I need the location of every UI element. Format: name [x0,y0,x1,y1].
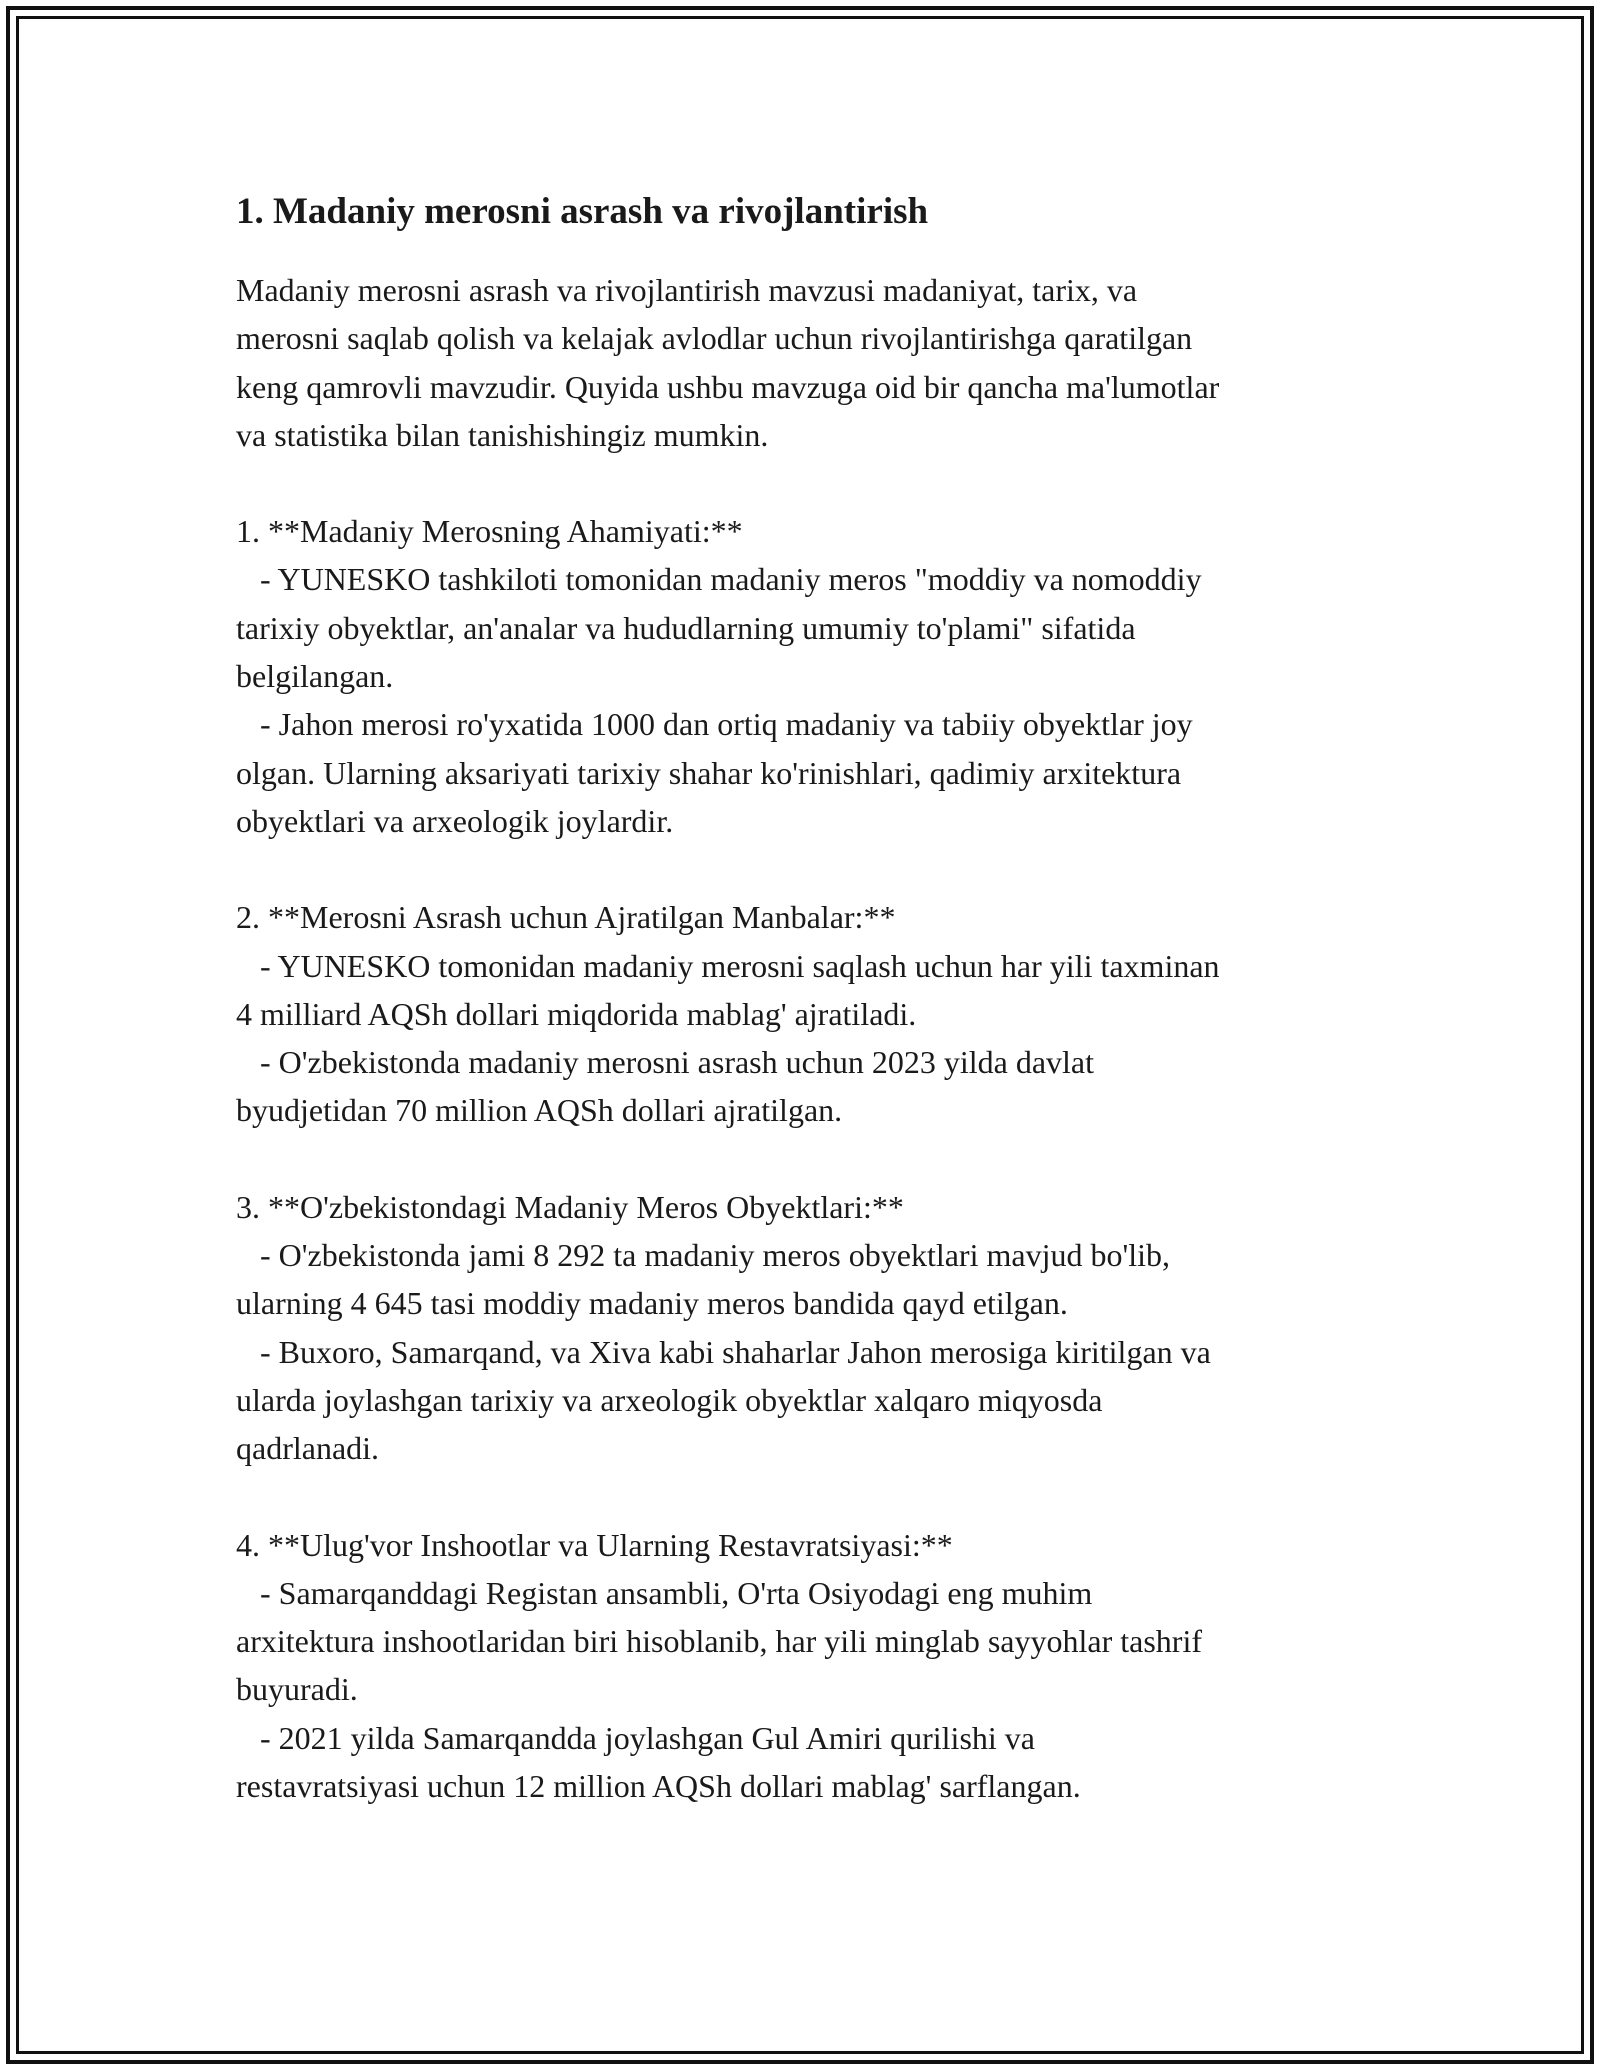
section-line: - O'zbekistonda madaniy merosni asrash uchun 2023 yilda davlat [236,1044,1094,1081]
intro-paragraph [236,266,1376,459]
section-line: obyektlari va arxeologik joylardir. [236,802,674,839]
section-line: ularda joylashgan tarixiy va arxeologik obyektlar xalqaro miqyosda [236,1381,1103,1418]
section-heritage-objects [236,1183,1376,1473]
section-heading: 1. **Madaniy Merosning Ahamiyati:** [236,513,743,550]
section-resources [236,893,1376,1134]
section-line: qadrlanadi. [236,1430,380,1467]
section-importance [236,507,1376,845]
section-heading: 4. **Ulug'vor Inshootlar va Ularning Restavratsiyasi:** [236,1526,953,1563]
section-line: 4 milliard AQSh dollari miqdorida mablag' ajratiladi. [236,995,917,1032]
intro-line: va statistika bilan tanishishingiz mumkin. [236,416,769,453]
section-line: olgan. Ularning aksariyati tarixiy shahar ko'rinishlari, qadimiy arxitektura [236,754,1182,791]
intro-line: merosni saqlab qolish va kelajak avlodlar uchun rivojlantirishga qaratilgan [236,320,1193,357]
section-heading: 2. **Merosni Asrash uchun Ajratilgan Manbalar:** [236,899,896,936]
section-line: - Jahon merosi ro'yxatida 1000 dan ortiq madaniy va tabiiy obyektlar joy [236,706,1193,743]
section-line: restavratsiyasi uchun 12 million AQSh dollari mablag' sarflangan. [236,1768,1081,1805]
document-body [236,188,1376,1810]
section-line: buyuradi. [236,1671,358,1708]
section-heading: 3. **O'zbekistondagi Madaniy Meros Obyektlari:** [236,1188,904,1225]
section-line: - YUNESKO tashkiloti tomonidan madaniy meros "moddiy va nomoddiy [236,561,1202,598]
section-line: arxitektura inshootlaridan biri hisoblanib, har yili minglab sayyohlar tashrif [236,1623,1202,1660]
intro-line: Madaniy merosni asrash va rivojlantirish mavzusi madaniyat, tarix, va [236,272,1138,308]
section-line: tarixiy obyektlar, an'analar va hududlarning umumiy to'plami" sifatida [236,609,1136,646]
section-line: byudjetidan 70 million AQSh dollari ajratilgan. [236,1092,843,1129]
section-line: - O'zbekistonda jami 8 292 ta madaniy meros obyektlari mavjud bo'lib, [236,1237,1170,1274]
section-line: - YUNESKO tomonidan madaniy merosni saqlash uchun har yili taxminan [236,947,1220,984]
section-line: - Samarqanddagi Registan ansambli, O'rta Osiyodagi eng muhim [236,1574,1093,1611]
section-line: - 2021 yilda Samarqandda joylashgan Gul Amiri qurilishi va [236,1719,1035,1756]
section-line: belgilangan. [236,658,394,695]
section-line: ularning 4 645 tasi moddiy madaniy meros bandida qayd etilgan. [236,1285,1068,1322]
intro-line: keng qamrovli mavzudir. Quyida ushbu mavzuga oid bir qancha ma'lumotlar [236,368,1220,405]
document-title: 1. Madaniy merosni asrash va rivojlantirish [236,191,929,232]
section-restoration [236,1521,1376,1811]
section-line: - Buxoro, Samarqand, va Xiva kabi shaharlar Jahon merosiga kiritilgan va [236,1333,1211,1370]
